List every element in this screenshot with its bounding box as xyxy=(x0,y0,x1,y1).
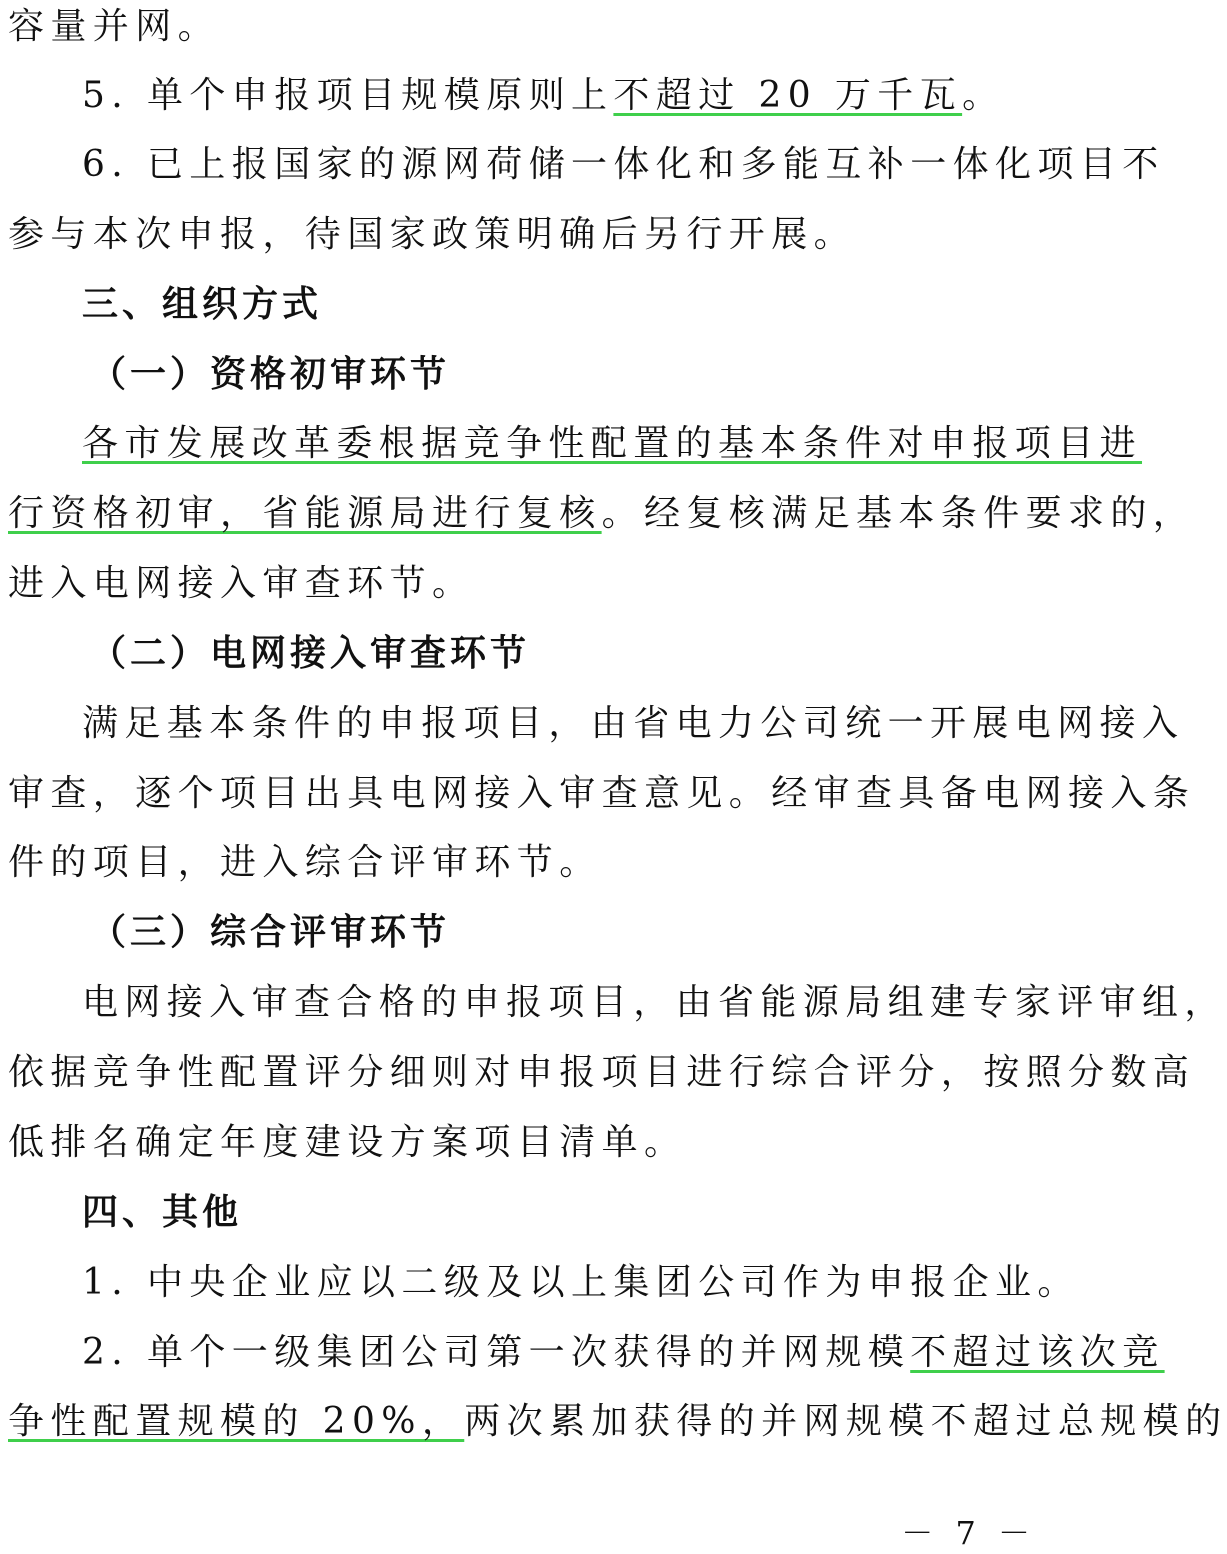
text-run: 2. 单个一级集团公司第一次获得的并网规模 xyxy=(82,1332,911,1373)
text-run: 参与本次申报，待国家政策明确后另行开展。 xyxy=(8,214,857,255)
text-run: 进入电网接入审查环节。 xyxy=(8,563,475,604)
text-run: 低排名确定年度建设方案项目清单。 xyxy=(8,1122,687,1163)
section-heading xyxy=(82,1183,1074,1243)
heading-text: （一）资格初审环节 xyxy=(90,354,451,395)
text-line xyxy=(8,205,1074,265)
heading-text: 四、其他 xyxy=(82,1192,243,1233)
text-line xyxy=(8,0,1074,57)
text-run: 电网接入审查合格的申报项目，由省能源局组建专家评审组， xyxy=(82,982,1227,1023)
text-line xyxy=(8,1113,1074,1173)
subsection-heading xyxy=(90,345,1074,405)
text-run: 两次累加获得的并网规模不超过总规模的 xyxy=(464,1401,1227,1442)
text-run: 容量并网。 xyxy=(8,6,221,47)
highlighted-text: 不超过该次竞 xyxy=(910,1332,1165,1373)
section-heading xyxy=(82,275,1074,335)
text-line xyxy=(8,484,1196,544)
list-item-1 xyxy=(82,1253,1080,1313)
text-run: 5. 单个申报项目规模原则上 xyxy=(82,75,614,116)
text-run: 。经复核满足基本条件要求的， xyxy=(601,493,1196,534)
text-run: 6. 已上报国家的源网荷储一体化和多能互补一体化项目不 xyxy=(82,144,1165,185)
list-item-5 xyxy=(82,66,1074,126)
text-line xyxy=(8,1392,1227,1452)
text-run: 件的项目，进入综合评审环节。 xyxy=(8,842,602,883)
text-run: 审查，逐个项目出具电网接入审查意见。经审查具备电网接入条 xyxy=(8,773,1196,814)
list-item-2 xyxy=(82,1323,1165,1383)
text-line xyxy=(8,1043,1196,1103)
highlighted-text: 各市发展改革委根据竞争性配置的基本条件对申报项目进 xyxy=(82,423,1143,464)
text-line xyxy=(8,833,1074,893)
heading-text: （二）电网接入审查环节 xyxy=(90,633,531,674)
heading-text: 三、组织方式 xyxy=(82,284,323,325)
text-run: 1. 中央企业应以二级及以上集团公司作为申报企业。 xyxy=(82,1262,1080,1303)
text-run: 满足基本条件的申报项目，由省电力公司统一开展电网接入 xyxy=(82,703,1185,744)
highlighted-text: 争性配置规模的 20%， xyxy=(8,1401,465,1442)
text-line xyxy=(82,694,1185,754)
text-line xyxy=(82,973,1227,1033)
highlighted-text: 不超过 20 万千瓦 xyxy=(613,75,963,116)
subsection-heading xyxy=(90,903,1074,963)
list-item-6 xyxy=(82,135,1165,195)
text-line xyxy=(82,414,1143,474)
text-run: 依据竞争性配置评分细则对申报项目进行综合评分，按照分数高 xyxy=(8,1052,1196,1093)
text-run: 。 xyxy=(962,75,1005,116)
highlighted-text: 行资格初审，省能源局进行复核 xyxy=(8,493,602,534)
subsection-heading xyxy=(90,624,1074,684)
heading-text: （三）综合评审环节 xyxy=(90,912,451,953)
page-number: － 7 － xyxy=(901,1514,1036,1552)
text-line xyxy=(8,764,1196,824)
text-line xyxy=(8,554,1074,614)
